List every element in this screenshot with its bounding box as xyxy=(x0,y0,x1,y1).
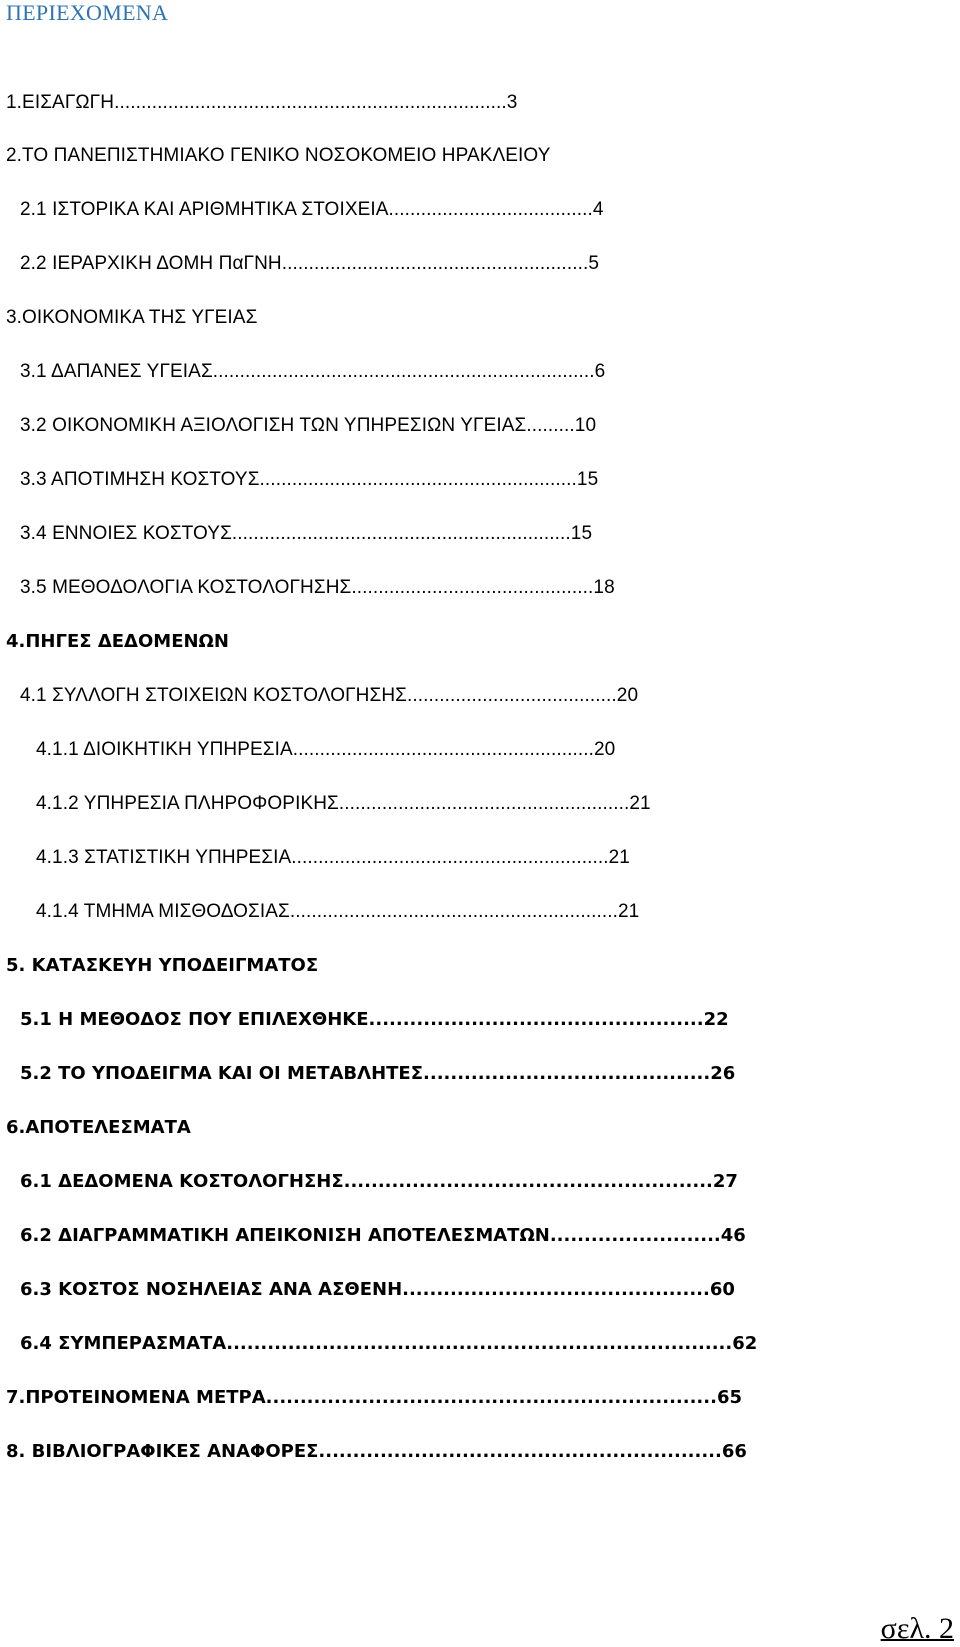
toc-entry-model-variables: 5.2 ΤΟ ΥΠΟΔΕΙΓΜΑ ΚΑΙ ΟΙ ΜΕΤΑΒΛΗΤΕΣ..........................................26 xyxy=(20,1063,736,1084)
toc-entry-it-service: 4.1.2 ΥΠΗΡΕΣΙΑ ΠΛΗΡΟΦΟΡΙΚΗΣ......................................................21 xyxy=(36,793,651,814)
toc-entry-results: 6.ΑΠΟΤΕΛΕΣΜΑΤΑ xyxy=(6,1117,191,1138)
toc-entry-costing-methodology: 3.5 ΜΕΘΟΔΟΛΟΓΙΑ ΚΟΣΤΟΛΟΓΗΣΗΣ.............................................18 xyxy=(20,577,615,598)
toc-entry-data-collection: 4.1 ΣΥΛΛΟΓΗ ΣΤΟΙΧΕΙΩΝ ΚΟΣΤΟΛΟΓΗΣΗΣ.......................................20 xyxy=(20,685,639,706)
toc-entry-statistics: 4.1.3 ΣΤΑΤΙΣΤΙΚΗ ΥΠΗΡΕΣΙΑ...........................................................21 xyxy=(36,847,630,868)
page-title: ΠΕΡΙΕΧΟΜΕΝΑ xyxy=(6,0,169,25)
toc-entry-economic-evaluation: 3.2 ΟΙΚΟΝΟΜΙΚΗ ΑΞΙΟΛΟΓΙΣΗ ΤΩΝ ΥΠΗΡΕΣΙΩΝ ΥΓΕΙΑΣ.........10 xyxy=(20,415,597,436)
toc-entry-health-economics: 3.ΟΙΚΟΝΟΜΙΚΑ ΤΗΣ ΥΓΕΙΑΣ xyxy=(6,307,258,328)
toc-entry-payroll: 4.1.4 ΤΜΗΜΑ ΜΙΣΘΟΔΟΣΙΑΣ.............................................................21 xyxy=(36,901,640,922)
toc-entry-administrative: 4.1.1 ΔΙΟΙΚΗΤΙΚΗ ΥΠΗΡΕΣΙΑ........................................................20 xyxy=(36,739,616,760)
toc-entry-references: 8. ΒΙΒΛΙΟΓΡΑΦΙΚΕΣ ΑΝΑΦΟΡΕΣ...........................................................66 xyxy=(6,1441,747,1462)
toc-entry-cost-per-patient: 6.3 ΚΟΣΤΟΣ ΝΟΣΗΛΕΙΑΣ ΑΝΑ ΑΣΘΕΝΗ.............................................60 xyxy=(20,1279,735,1300)
toc-entry-introduction: 1.ΕΙΣΑΓΩΓΗ.........................................................................3 xyxy=(6,92,518,113)
toc-entry-cost-valuation: 3.3 ΑΠΟΤΙΜΗΣΗ ΚΟΣΤΟΥΣ...........................................................15 xyxy=(20,469,599,490)
toc-entry-health-expenditure: 3.1 ΔΑΠΑΝΕΣ ΥΓΕΙΑΣ.......................................................................6 xyxy=(20,361,606,382)
toc-entry-history: 2.1 ΙΣΤΟΡΙΚΑ ΚΑΙ ΑΡΙΘΜΗΤΙΚΑ ΣΤΟΙΧΕΙΑ......................................4 xyxy=(20,199,604,220)
toc-entry-proposed-measures: 7.ΠΡΟΤΕΙΝΟΜΕΝΑ ΜΕΤΡΑ..................................................................65 xyxy=(6,1387,742,1408)
page-number: σελ. 2 xyxy=(880,1612,954,1645)
toc-entry-charts: 6.2 ΔΙΑΓΡΑΜΜΑΤΙΚΗ ΑΠΕΙΚΟΝΙΣΗ ΑΠΟΤΕΛΕΣΜΑΤΩΝ.........................46 xyxy=(20,1225,746,1246)
toc-entry-hospital: 2.ΤΟ ΠΑΝΕΠΙΣΤΗΜΙΑΚΟ ΓΕΝΙΚΟ ΝΟΣΟΚΟΜΕΙΟ ΗΡΑΚΛΕΙΟΥ xyxy=(6,145,551,166)
toc-entry-model-construction: 5. ΚΑΤΑΣΚΕΥΗ ΥΠΟΔΕΙΓΜΑΤΟΣ xyxy=(6,955,319,976)
toc-entry-cost-concepts: 3.4 ΕΝΝΟΙΕΣ ΚΟΣΤΟΥΣ...............................................................15 xyxy=(20,523,593,544)
toc-entry-costing-data: 6.1 ΔΕΔΟΜΕΝΑ ΚΟΣΤΟΛΟΓΗΣΗΣ......................................................27 xyxy=(20,1171,738,1192)
toc-entry-chosen-method: 5.1 Η ΜΕΘΟΔΟΣ ΠΟΥ ΕΠΙΛΕΧΘΗΚΕ.................................................22 xyxy=(20,1009,729,1030)
toc-entry-data-sources: 4.ΠΗΓΕΣ ΔΕΔΟΜΕΝΩΝ xyxy=(6,631,229,652)
toc-entry-structure: 2.2 ΙΕΡΑΡΧΙΚΗ ΔΟΜΗ ΠαΓΝΗ.........................................................5 xyxy=(20,253,599,274)
toc-entry-conclusions: 6.4 ΣΥΜΠΕΡΑΣΜΑΤΑ..........................................................................62 xyxy=(20,1333,758,1354)
